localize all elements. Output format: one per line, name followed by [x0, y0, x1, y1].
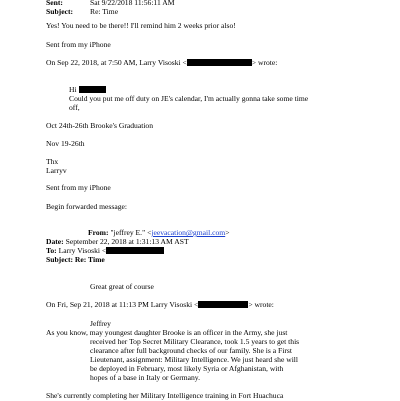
quote-header-sep21-wrote: > wrote: — [248, 300, 274, 309]
para-line-2: received her Top Secret Military Clearance, took 1.5 years to get this — [90, 337, 300, 346]
redacted-email — [187, 59, 252, 66]
nov-dates: Nov 19-26th — [46, 139, 85, 148]
para-line-5: be deployed in February, most likely Syria or Afghanistan, with — [90, 364, 284, 373]
fwd-subject-label: Subject: — [46, 255, 73, 264]
fwd-to-value: Larry Visoski < — [58, 246, 107, 255]
fwd-date-label: Date: — [46, 237, 64, 246]
redacted-email-2 — [198, 301, 248, 308]
sent-from-iphone: Sent from my iPhone — [46, 40, 111, 49]
oct-dates: Oct 24th-26th Brooke's Graduation — [46, 121, 154, 130]
para-line-6: hopes of a base in Italy or Germany. — [90, 373, 201, 382]
fwd-from-email-link[interactable]: jeevacation@gmail.com — [151, 228, 226, 237]
fwd-subject-line — [46, 256, 105, 265]
para-line-1: As you know, may youngest daughter Brooke is an officer in the Army, she just — [46, 328, 288, 337]
fwd-date-value: September 22, 2018 at 1:31:13 AM AST — [65, 237, 189, 246]
thx-line: Thx — [46, 157, 59, 166]
quote-header-wrote: > wrote: — [251, 58, 278, 67]
fwd-from-close: > — [225, 228, 230, 237]
fwd-from-label: From: — [88, 228, 109, 237]
greeting-hi: Hi — [69, 85, 77, 94]
quote-header-sep21-text: On Fri, Sep 21, 2018 at 11:13 PM Larry Visoski < — [46, 300, 199, 309]
fwd-from-name: "jeffrey E." < — [110, 228, 152, 237]
fwd-subject-value: Re: Time — [74, 255, 105, 264]
quote-header-sep22 — [46, 59, 277, 68]
request-line-2: off, — [69, 103, 80, 112]
reply-line: Yes! You need to be there!! I'll remind him 2 weeks prior also! — [46, 21, 236, 30]
great-line: Great great of course — [90, 282, 154, 291]
para-line-4: Lieutenant, assignment: Military Intelligence. We just heard she will — [90, 355, 299, 364]
signature-larryv: Larryv — [46, 166, 67, 175]
sent-from-iphone-2: Sent from my iPhone — [46, 183, 111, 192]
quote-header-text: On Sep 22, 2018, at 7:50 AM, Larry Visoski < — [46, 58, 187, 67]
begin-forwarded: Begin forwarded message: — [46, 202, 127, 211]
subject-label: Subject: — [46, 7, 73, 16]
redacted-name — [79, 86, 106, 93]
para-line-3: clearance after full background checks of our family. She is a First — [90, 346, 292, 355]
sent-label: Sent: — [46, 0, 63, 7]
request-line-1: Could you put me off duty on JE's calendar, I'm actually gonna take some time — [69, 94, 309, 103]
redacted-to-email — [106, 247, 164, 254]
salutation-jeffrey: Jeffrey — [90, 319, 111, 328]
subject-value: Re: Time — [90, 7, 119, 16]
sent-value: Sat 9/22/2018 11:56:11 AM — [90, 0, 175, 7]
fwd-to-label: To: — [46, 246, 57, 255]
last-line: She's currently completing her Military Intelligence training in Fort Huachuca — [46, 391, 284, 400]
quote-header-sep21 — [46, 301, 274, 310]
